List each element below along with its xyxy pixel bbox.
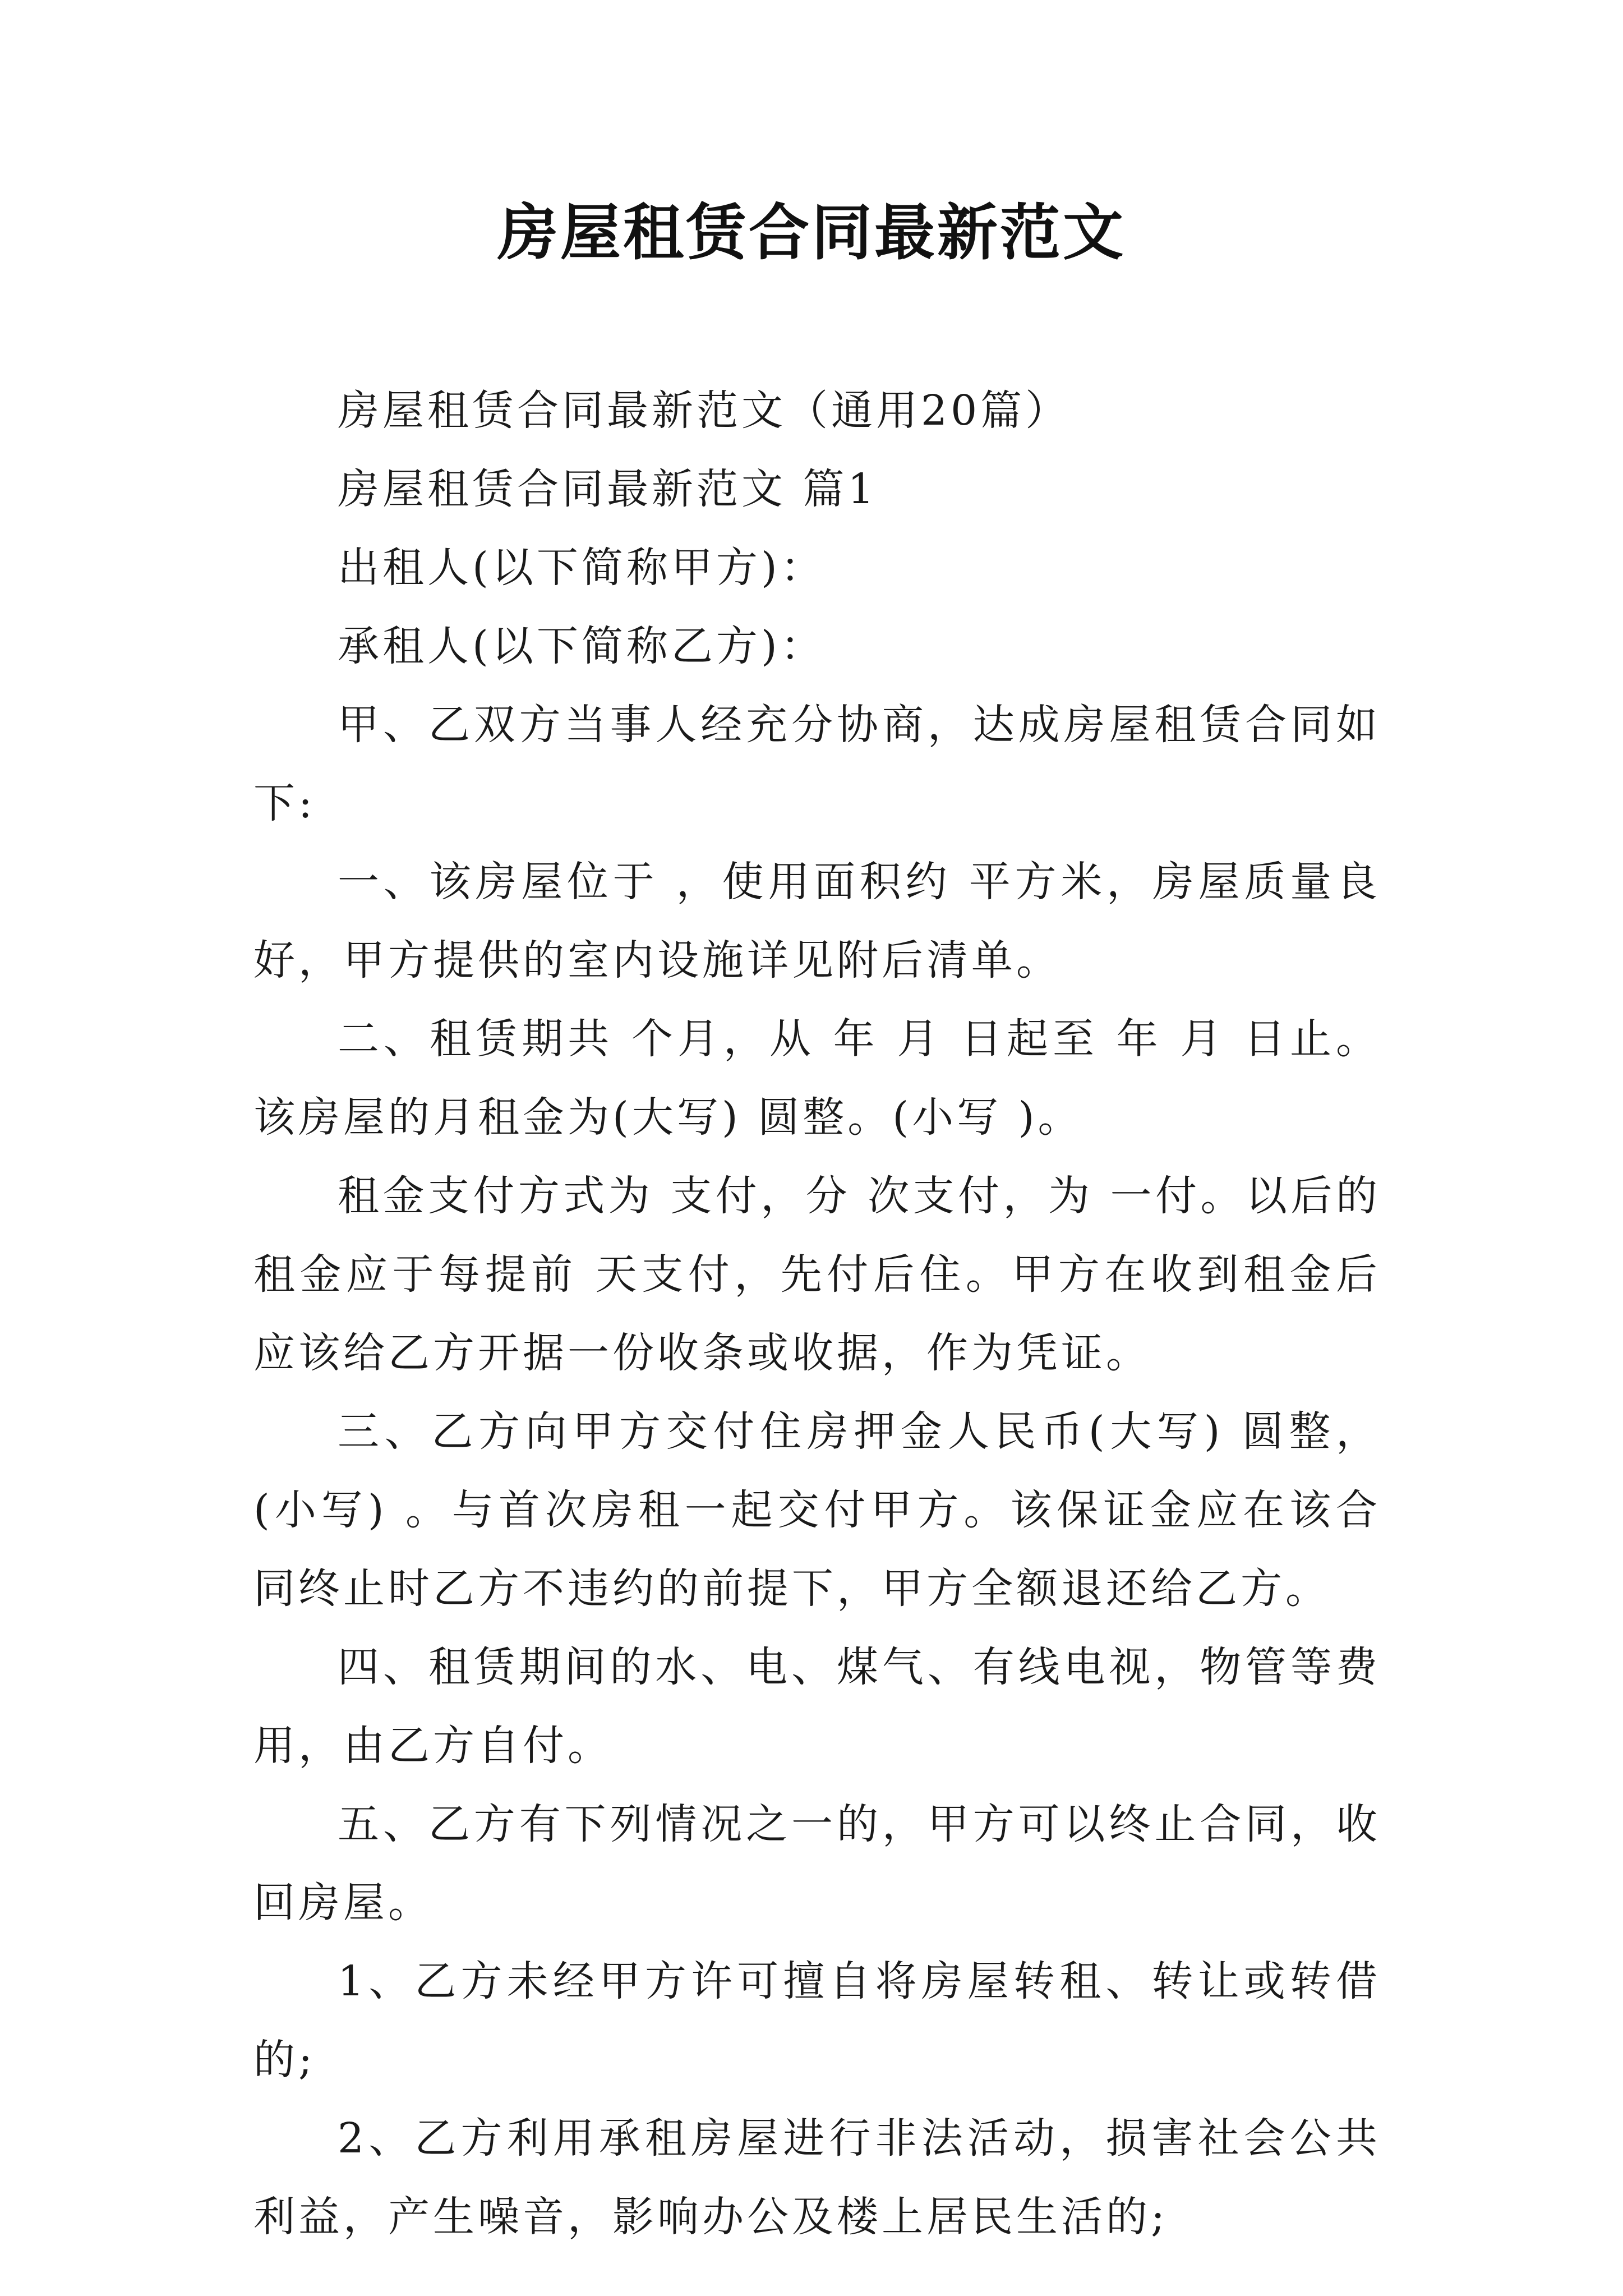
clause-2: 二、租赁期共 个月，从 年 月 日起至 年 月 日止。该房屋的月租金为(大写) 圆整。(小写 )。: [253, 1015, 1381, 1142]
document-title: 房屋租赁合同最新范文: [497, 197, 1126, 268]
section-heading: 房屋租赁合同最新范文 篇1: [338, 465, 878, 513]
document-body: [253, 371, 1381, 2256]
clause-1: 一、该房屋位于 ，使用面积约 平方米，房屋质量良好，甲方提供的室内设施详见附后清单。: [253, 858, 1381, 984]
lessor-line: 出租人(以下简称甲方)：: [338, 544, 826, 592]
clause-5-item-1: 1、乙方未经甲方许可擅自将房屋转租、转让或转借的;: [253, 1957, 1381, 2084]
agreement-intro: 甲、乙双方当事人经充分协商，达成房屋租赁合同如下:: [253, 701, 1381, 827]
subtitle-paragraph: 房屋租赁合同最新范文（通用20篇）: [338, 386, 1071, 435]
clause-payment: 租金支付方式为 支付，分 次支付，为 一付。以后的租金应于每提前 天支付，先付后住。甲方在收到租金后应该给乙方开据一份收条或收据，作为凭证。: [253, 1172, 1381, 1377]
lessee-line: 承租人(以下简称乙方)：: [338, 622, 826, 670]
clause-5-item-2: 2、乙方利用承租房屋进行非法活动，损害社会公共利益，产生噪音，影响办公及楼上居民生活的;: [253, 2114, 1381, 2241]
clause-5: 五、乙方有下列情况之一的，甲方可以终止合同，收回房屋。: [253, 1800, 1381, 1927]
clause-3: 三、乙方向甲方交付住房押金人民币(大写) 圆整，(小写) 。与首次房租一起交付甲方。该保证金应在该合同终止时乙方不违约的前提下，甲方全额退还给乙方。: [253, 1407, 1381, 1613]
clause-4: 四、租赁期间的水、电、煤气、有线电视，物管等费用，由乙方自付。: [253, 1643, 1381, 1770]
